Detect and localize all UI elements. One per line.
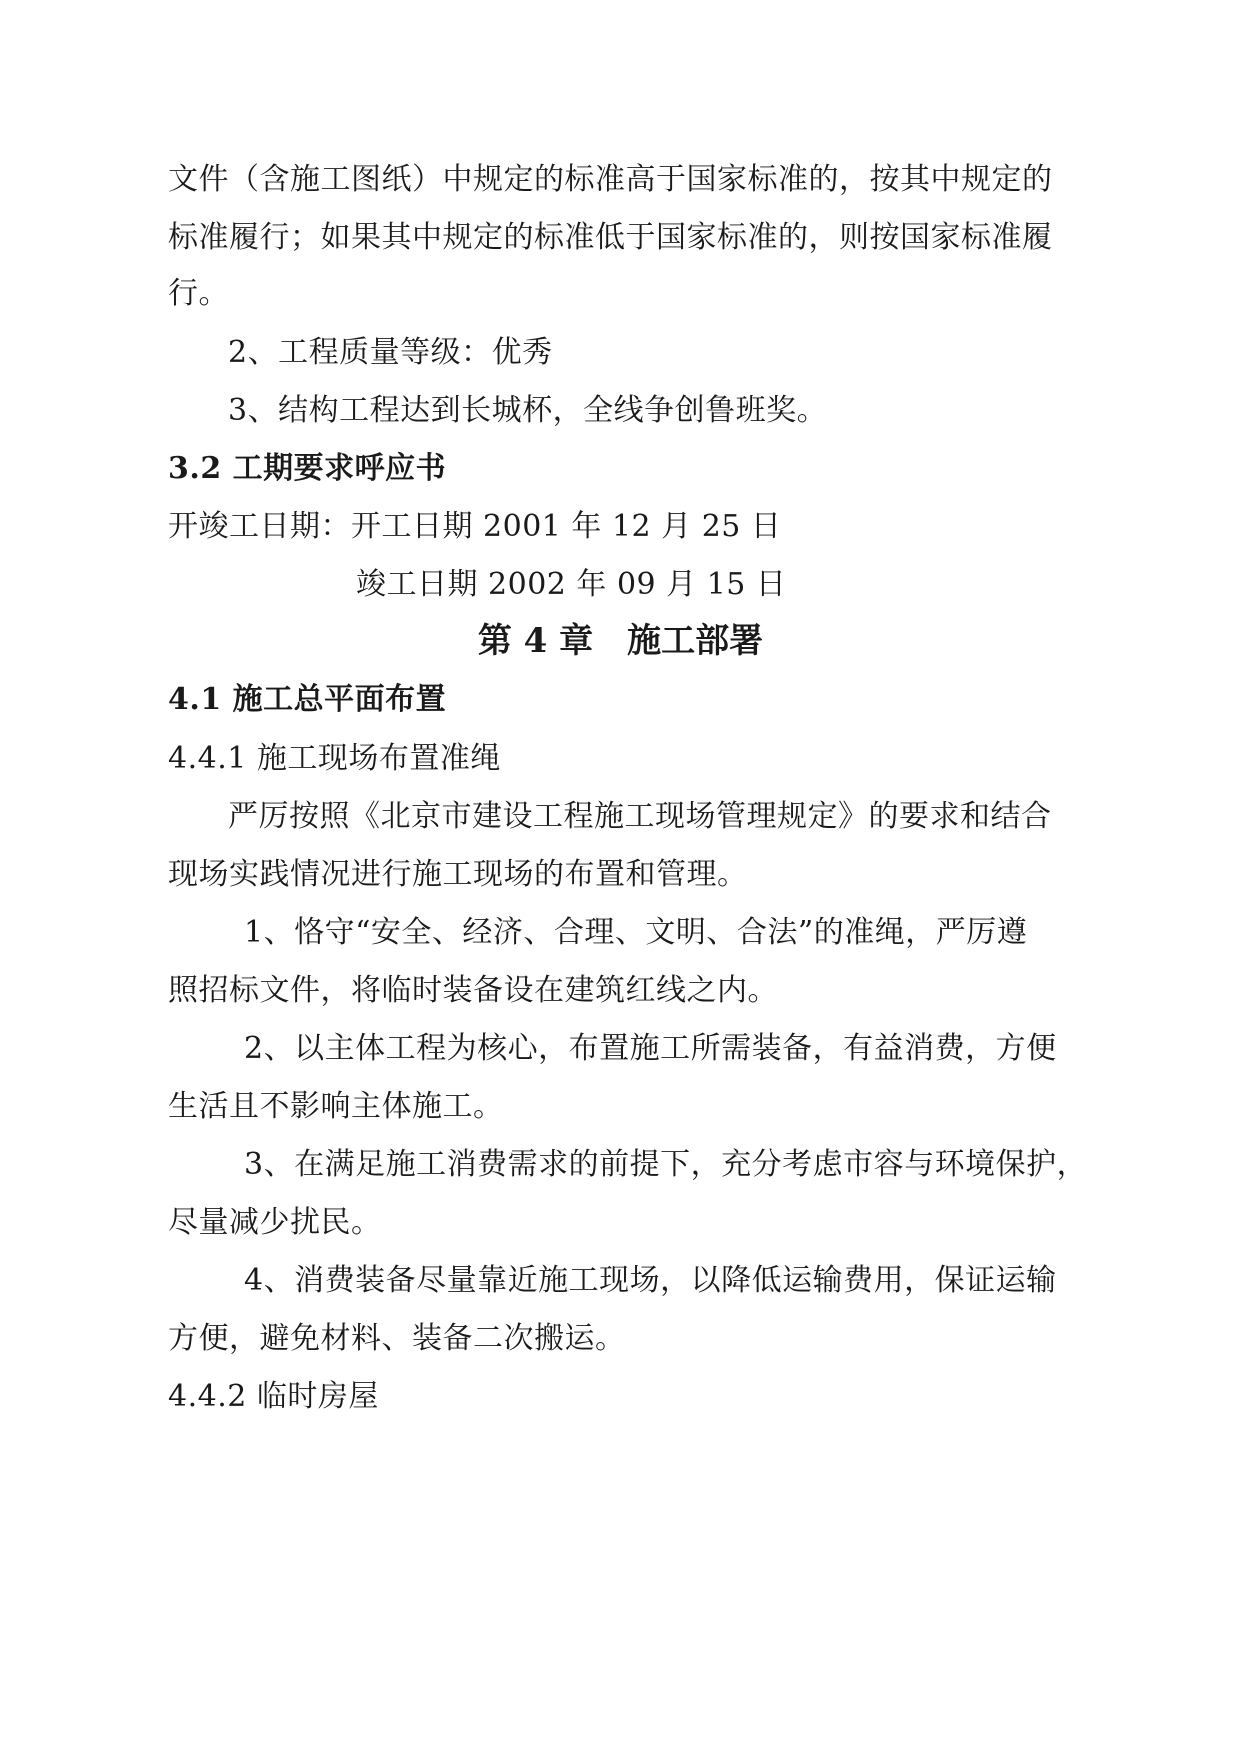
list-item: 1、恪守“安全、经济、合理、文明、合法”的准绳，严厉遵 — [244, 915, 1028, 950]
list-item-continuation: 照招标文件，将临时装备设在建筑红线之内。 — [168, 973, 778, 1008]
paragraph-line: 标准履行；如果其中规定的标准低于国家标准的，则按国家标准履 — [168, 220, 1053, 255]
list-item-continuation: 方便，避免材料、装备二次搬运。 — [168, 1321, 626, 1356]
paragraph-line: 现场实践情况进行施工现场的布置和管理。 — [168, 857, 748, 892]
list-item: 3、在满足施工消费需求的前提下，充分考虑市容与环境保护， — [244, 1147, 1088, 1182]
chapter-title: 第 4 章 施工部署 — [477, 621, 764, 661]
list-item: 2、以主体工程为核心，布置施工所需装备，有益消费，方便 — [244, 1031, 1057, 1066]
subsection-heading: 4.4.1 施工现场布置准绳 — [168, 741, 501, 776]
paragraph-line: 文件（含施工图纸）中规定的标准高于国家标准的，按其中规定的 — [168, 162, 1053, 197]
paragraph-line: 行。 — [168, 276, 229, 311]
section-heading: 4.1 施工总平面布置 — [168, 682, 447, 717]
list-item: 4、消费装备尽量靠近施工现场，以降低运输费用，保证运输 — [244, 1263, 1057, 1298]
dates-start: 开竣工日期：开工日期 2001 年 12 月 25 日 — [168, 509, 782, 544]
list-item-quality: 2、工程质量等级：优秀 — [228, 335, 553, 370]
list-item-award: 3、结构工程达到长城杯，全线争创鲁班奖。 — [228, 393, 828, 428]
dates-end: 竣工日期 2002 年 09 月 15 日 — [356, 567, 787, 602]
list-item-continuation: 生活且不影响主体施工。 — [168, 1089, 504, 1124]
list-item-continuation: 尽量减少扰民。 — [168, 1205, 382, 1240]
section-heading: 3.2 工期要求呼应书 — [168, 451, 447, 486]
subsection-heading: 4.4.2 临时房屋 — [168, 1379, 379, 1414]
paragraph-line: 严厉按照《北京市建设工程施工现场管理规定》的要求和结合 — [228, 799, 1052, 834]
